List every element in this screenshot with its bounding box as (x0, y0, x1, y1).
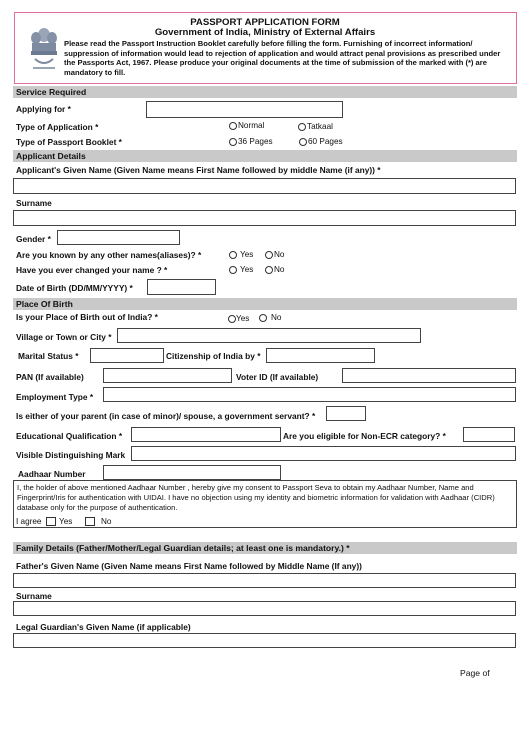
govt-servant-input[interactable] (326, 406, 366, 421)
aadhaar-consent-box (13, 480, 517, 528)
voter-id-input[interactable] (342, 368, 516, 383)
surname-label: Surname (16, 198, 52, 208)
changed-name-yes-radio[interactable] (229, 266, 237, 274)
birth-out-no-label: No (271, 313, 282, 322)
applying-for-input[interactable] (146, 101, 343, 118)
form-title: PASSPORT APPLICATION FORM (190, 17, 340, 28)
radio-normal[interactable] (229, 122, 237, 130)
section-applicant-details: Applicant Details (13, 150, 517, 162)
aliases-no-radio[interactable] (265, 251, 273, 259)
section-place-of-birth: Place Of Birth (13, 298, 517, 310)
aliases-yes-radio[interactable] (229, 251, 237, 259)
govt-servant-label: Is either of your parent (in case of minor)/ spouse, a government servant? * (16, 411, 316, 421)
birth-out-no-radio[interactable] (259, 314, 267, 322)
distinguishing-mark-label: Visible Distinguishing Mark (16, 450, 126, 460)
marital-status-input[interactable] (90, 348, 164, 363)
aliases-yes-label: Yes (240, 250, 254, 259)
form-subtitle: Government of India, Ministry of External Affairs (154, 27, 376, 38)
birth-out-of-india-label: Is your Place of Birth out of India? * (16, 312, 158, 322)
agree-no-label: No (101, 517, 112, 526)
guardian-name-input[interactable] (13, 633, 516, 648)
agree-yes-label: Yes (59, 517, 73, 526)
marital-status-label: Marital Status * (18, 351, 79, 361)
given-name-label: Applicant's Given Name (Given Name means First Name followed by middle Name (if any)) * (16, 165, 381, 175)
dob-label: Date of Birth (DD/MM/YYYY) * (16, 283, 133, 293)
gender-input[interactable] (57, 230, 180, 245)
dob-input[interactable] (147, 279, 216, 295)
guardian-name-label: Legal Guardian's Given Name (if applicable) (16, 622, 191, 632)
given-name-input[interactable] (13, 178, 516, 194)
changed-name-no-radio[interactable] (265, 266, 273, 274)
employment-type-input[interactable] (103, 387, 516, 402)
pan-label: PAN (If available) (16, 372, 84, 382)
form-instructions: Please read the Passport Instruction Booklet carefully before filling the form. Furnishing of incorrect information/ suppression of information would lead to rejection of application and would attract penal provisions as prescribed under the Passports Act, 1967. Please produce your original documents at the time of submission of the marked with (*) are mandatory to fill. (64, 39, 501, 77)
aadhaar-input[interactable] (103, 465, 281, 480)
employment-type-label: Employment Type * (16, 392, 94, 402)
section-service-required: Service Required (13, 86, 517, 98)
distinguishing-mark-input[interactable] (131, 446, 516, 461)
i-agree-label: I agree (16, 517, 42, 526)
pan-input[interactable] (103, 368, 232, 383)
education-input[interactable] (131, 427, 281, 442)
father-given-name-input[interactable] (13, 573, 516, 588)
citizenship-input[interactable] (266, 348, 375, 363)
radio-36-pages-label: 36 Pages (238, 137, 273, 146)
page-number: Page of (460, 668, 490, 678)
village-label: Village or Town or City * (16, 332, 112, 342)
radio-tatkaal-label: Tatkaal (307, 122, 333, 131)
agree-no-checkbox[interactable] (85, 517, 95, 526)
applying-for-label: Applying for * (16, 104, 71, 114)
aadhaar-label: Aadhaar Number (18, 469, 86, 479)
father-given-name-label: Father's Given Name (Given Name means First Name followed by Middle Name (If any)) (16, 561, 362, 571)
radio-60-pages-label: 60 Pages (308, 137, 343, 146)
changed-name-label: Have you ever changed your name ? * (16, 265, 168, 275)
birth-out-yes-label: Yes (236, 314, 250, 323)
radio-60-pages[interactable] (299, 138, 307, 146)
radio-tatkaal[interactable] (298, 123, 306, 131)
booklet-type-label: Type of Passport Booklet * (16, 137, 122, 147)
voter-id-label: Voter ID (If available) (236, 372, 319, 382)
aliases-label: Are you known by any other names(aliases)? * (16, 250, 202, 260)
section-family-details: Family Details (Father/Mother/Legal Guardian details; at least one is mandatory.) * (13, 542, 517, 554)
citizenship-label: Citizenship of India by * (166, 351, 261, 361)
radio-normal-label: Normal (238, 121, 265, 130)
education-label: Educational Qualification * (16, 431, 123, 441)
father-surname-label: Surname (16, 591, 52, 601)
application-type-label: Type of Application * (16, 122, 99, 132)
aadhaar-consent-text: I, the holder of above mentioned Aadhaar Number , hereby give my consent to Passport Seva to obtain my Aadhaar Number, Name and Fingerprint/Iris for authentication with UIDAI. I have no objection using my identity and biometric information for validation with Aadhaar (CIDR) database only for the purpose of authentication. (17, 483, 495, 512)
father-surname-input[interactable] (13, 601, 516, 616)
aliases-no-label: No (274, 250, 285, 259)
non-ecr-input[interactable] (463, 427, 515, 442)
village-input[interactable] (117, 328, 421, 343)
changed-name-no-label: No (274, 265, 285, 274)
agree-yes-checkbox[interactable] (46, 517, 56, 526)
changed-name-yes-label: Yes (240, 265, 254, 274)
surname-input[interactable] (13, 210, 516, 226)
birth-out-yes-radio[interactable] (228, 315, 236, 323)
gender-label: Gender * (16, 234, 51, 244)
non-ecr-label: Are you eligible for Non-ECR category? * (283, 431, 446, 441)
radio-36-pages[interactable] (229, 138, 237, 146)
